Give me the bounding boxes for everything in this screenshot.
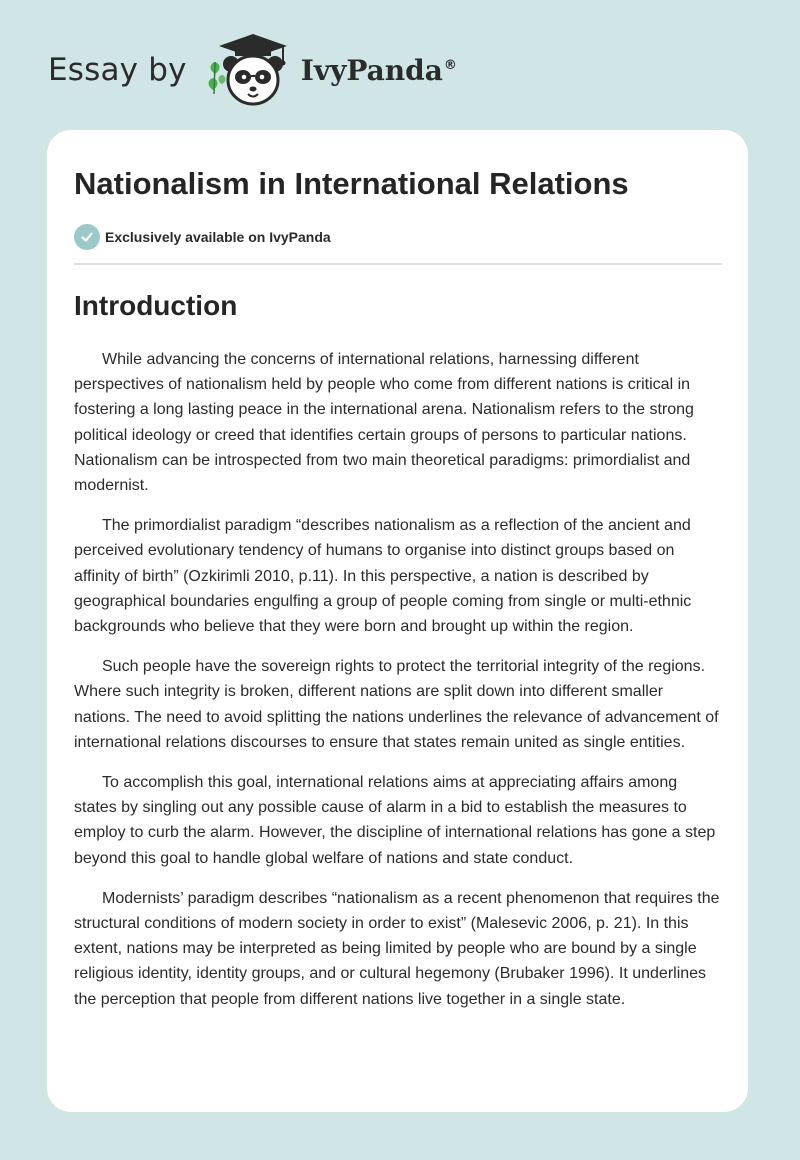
- ivy-leaf-icon: [208, 62, 225, 94]
- brand-wordmark: IvyPanda: [300, 53, 443, 87]
- paragraph: While advancing the concerns of international relations, harnessing different perspectives of nationalism held by people who come from different nations is critical in fostering a long lasting peace in the international arena. Nationalism refers to the strong political ideology or creed that identifies certain groups of persons to particular nations. Nationalism can be introspected from two main theoretical paradigms: primordialist and modernist.: [74, 351, 694, 495]
- paragraph: To accomplish this goal, international relations aims at appreciating affairs among states by singling out any possible cause of alarm in a bid to establish the measures to employ to curb the alarm. However, the discipline of international relations has gone a step beyond this goal to handle global welfare of nations and state conduct.: [74, 774, 716, 867]
- essay-by-label: Essay by: [48, 52, 187, 88]
- exclusive-label: Exclusively available on IvyPanda: [105, 229, 331, 245]
- paragraph: Modernists’ paradigm describes “nationalism as a recent phenomenon that requires the structural conditions of modern society in order to exist” (Malesevic 2006, p. 21). In this extent, nations may be interpreted as being limited by people who are bound by a single religious identity, identity groups, and or cultural hegemony (Brubaker 1996). It underlines the perception that people from different nations live together in a single state.: [74, 889, 720, 1008]
- check-circle-icon: [74, 224, 100, 250]
- section-heading: Introduction: [74, 290, 238, 321]
- page-title: Nationalism in International Relations: [74, 166, 629, 201]
- registered-mark: ®: [443, 58, 457, 74]
- paragraph: Such people have the sovereign rights to protect the territorial integrity of the regions. Where such integrity is broken, different nations are split down into different smaller nations. The need to avoid splitting the nations underlines the relevance of advancement of international relations discourses to ensure that states remain united as single entities.: [74, 658, 719, 751]
- paragraph: The primordialist paradigm “describes nationalism as a reflection of the ancient and perceived evolutionary tendency of humans to organise into distinct groups based on affinity of birth” (Ozkirimli 2010, p.11). In this perspective, a nation is described by geographical boundaries engulfing a group of people coming from single or multi-ethnic backgrounds who believe that they were born and brought up within the region.: [74, 517, 692, 636]
- essay-card: [47, 130, 748, 1112]
- site-header: [48, 30, 457, 110]
- panda-graduate-icon: [205, 30, 295, 110]
- exclusive-badge: [74, 224, 722, 250]
- brand-name: [301, 54, 457, 87]
- divider: [74, 263, 722, 265]
